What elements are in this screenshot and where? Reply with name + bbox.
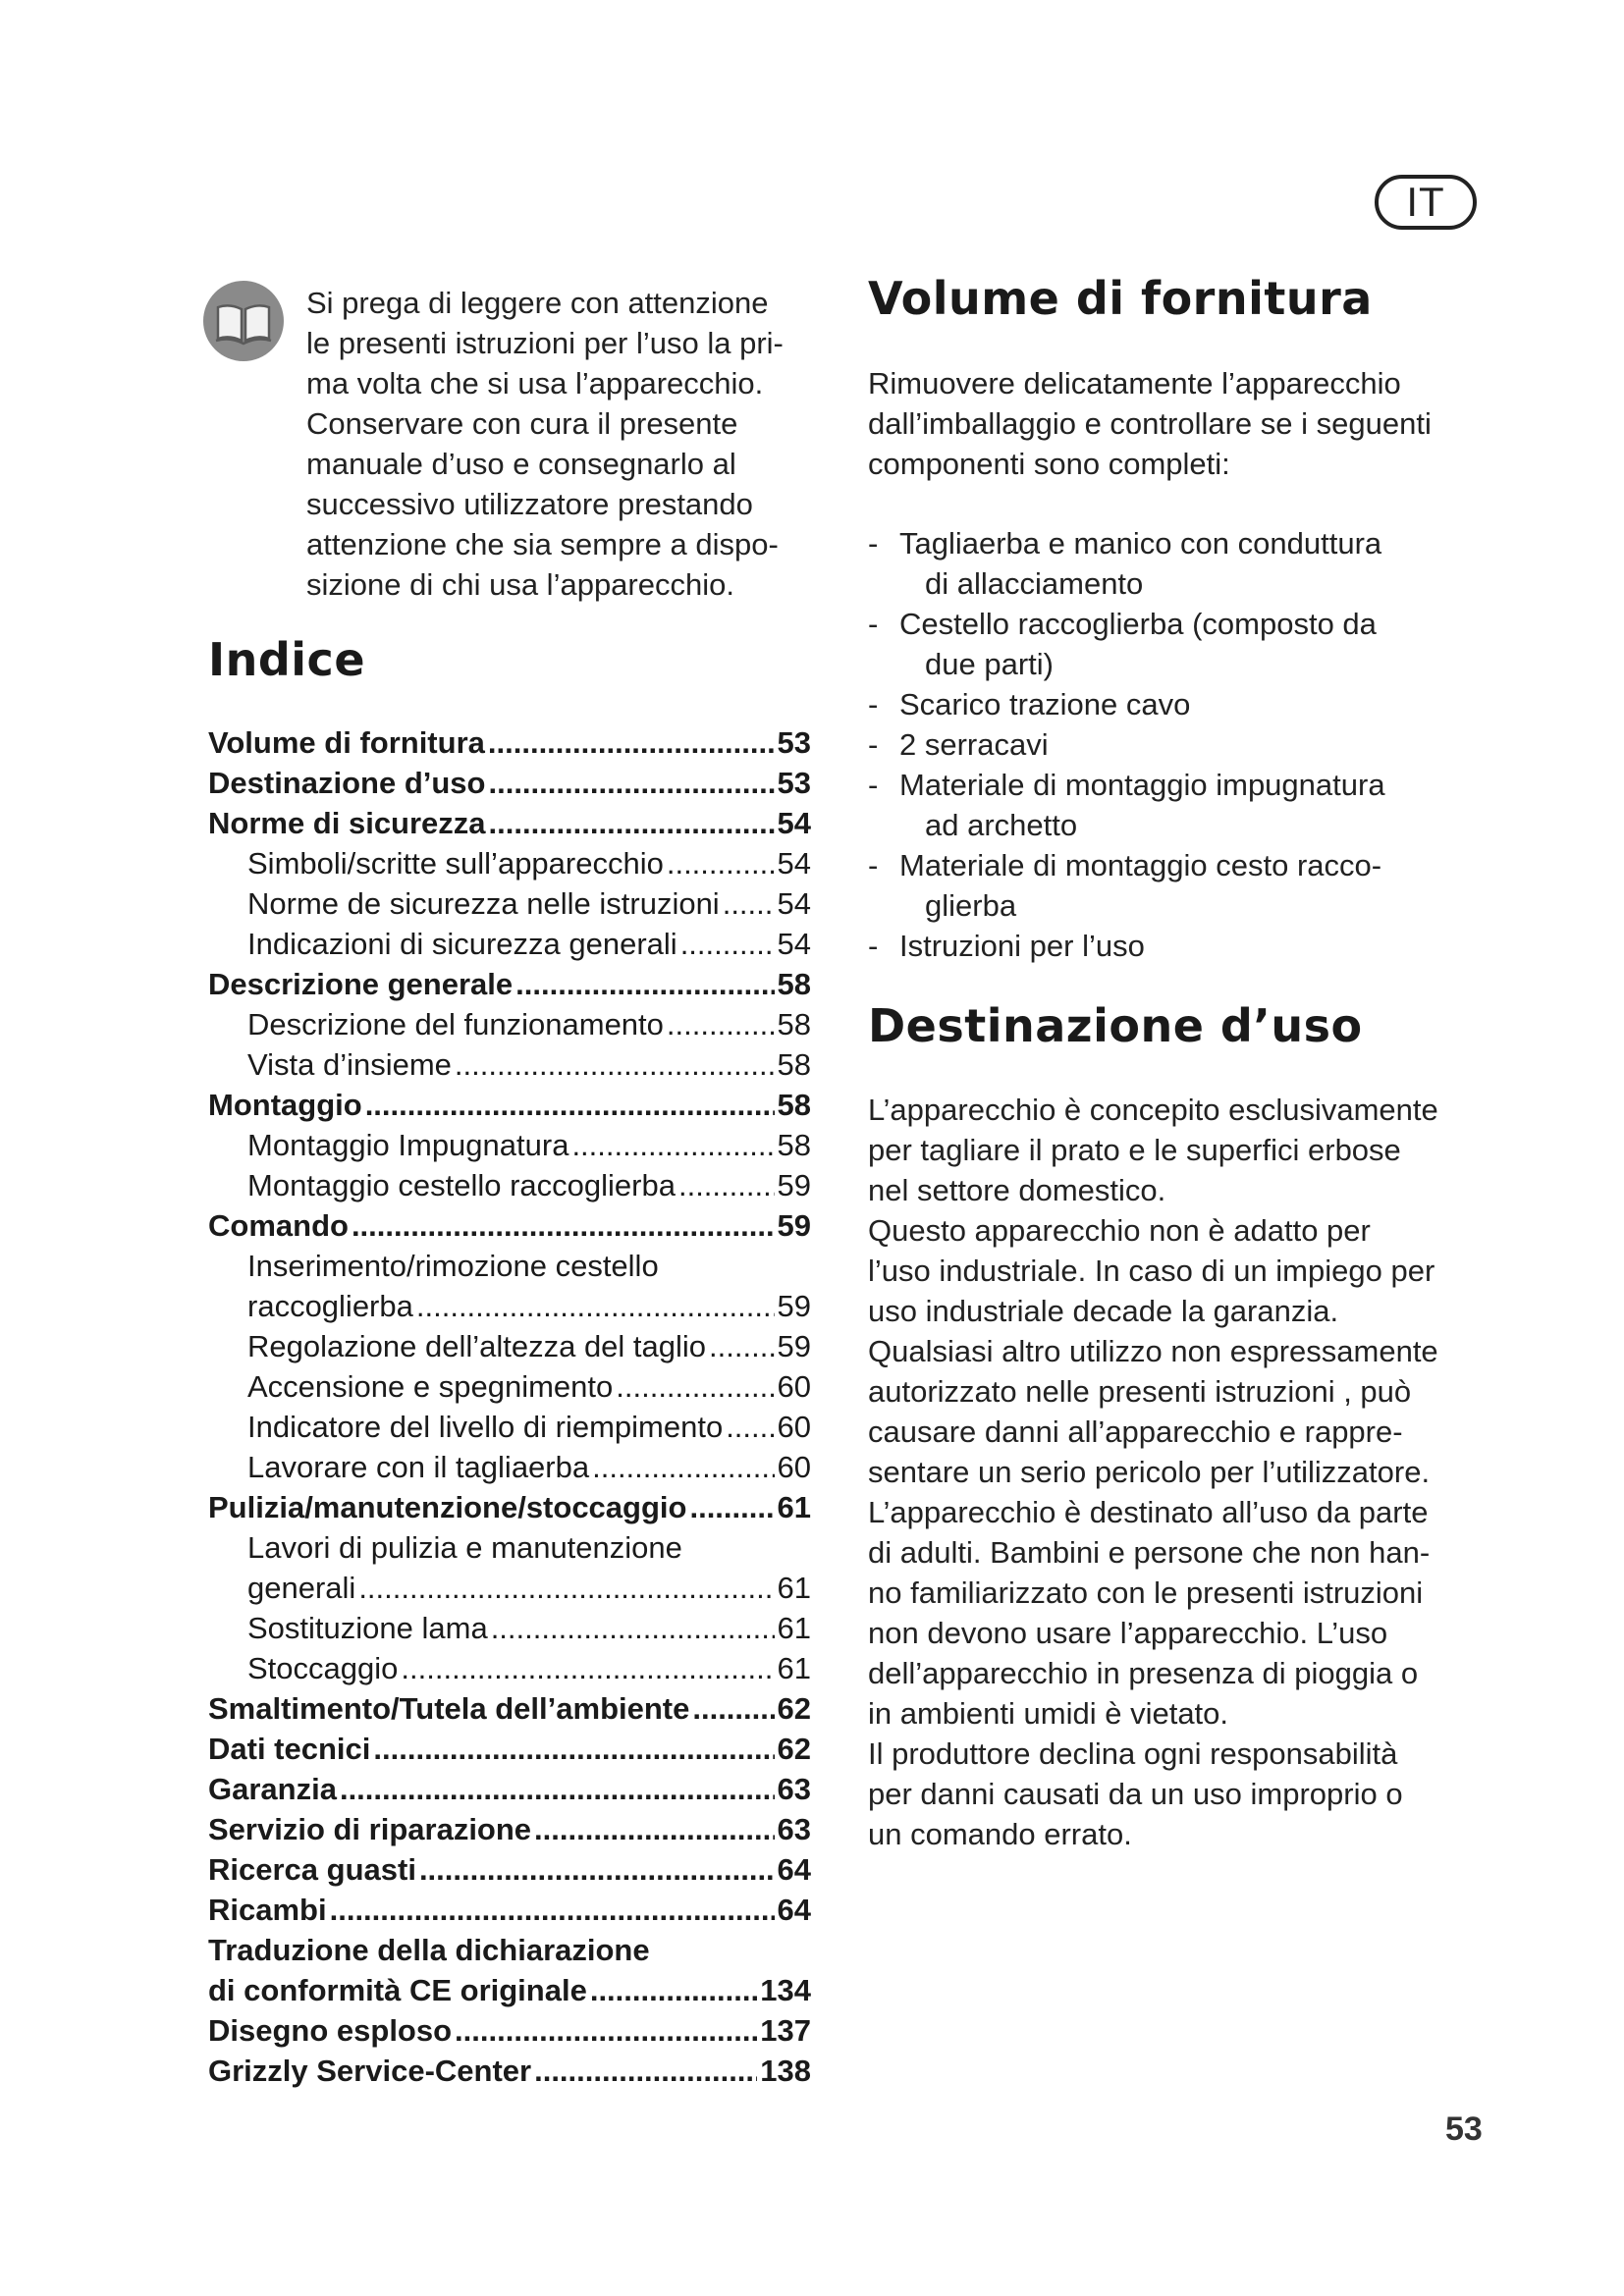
- toc-leader: [534, 2054, 757, 2089]
- toc-label: Garanzia: [208, 1772, 337, 1806]
- toc-page-number: 59: [777, 1168, 811, 1202]
- toc-label: Vista d’insieme: [247, 1047, 452, 1082]
- list-item: [868, 926, 1496, 966]
- toc-entry: [208, 927, 811, 967]
- toc-entry: [208, 1289, 811, 1329]
- intro-line: Si prega di leggere con attenzione: [306, 286, 769, 320]
- list-item: [868, 724, 1496, 765]
- toc-page-number: 61: [777, 1651, 811, 1685]
- toc-entry: [208, 846, 811, 886]
- toc-label: Grizzly Service-Center: [208, 2054, 532, 2088]
- toc-label: Smaltimento/Tutela dell’ambiente: [208, 1691, 690, 1726]
- toc-leader: [489, 806, 775, 841]
- destinazione-line: sentare un serio pericolo per l’utilizzatore.: [868, 1455, 1431, 1489]
- list-item: [868, 684, 1496, 724]
- toc-label: Volume di fornitura: [208, 725, 485, 760]
- toc-page-number: 60: [777, 1450, 811, 1484]
- toc-leader: [373, 1732, 774, 1767]
- list-item-text: [899, 845, 1381, 926]
- toc-page-number: 64: [777, 1893, 811, 1927]
- toc-page-number: 58: [777, 1007, 811, 1041]
- toc-label: Indicatore del livello di riempimento: [247, 1410, 724, 1444]
- toc-page-number: 54: [777, 846, 811, 881]
- toc-entry: [208, 1047, 811, 1088]
- destinazione-line: causare danni all’apparecchio e rappre-: [868, 1415, 1403, 1449]
- toc-leader: [401, 1651, 774, 1686]
- toc-page-number: 58: [777, 1128, 811, 1162]
- toc-entry: [208, 1450, 811, 1490]
- toc-entry: [208, 1128, 811, 1168]
- toc-entry: [208, 1812, 811, 1852]
- list-bullet: -: [868, 929, 879, 963]
- toc-label: Comando: [208, 1208, 349, 1243]
- toc-entry: [208, 1893, 811, 1933]
- toc-label: raccoglierba: [247, 1289, 413, 1323]
- reading-advice: [306, 283, 837, 605]
- toc-label: di conformità CE originale: [208, 1973, 587, 2007]
- destinazione-line: di adulti. Bambini e persone che non han-: [868, 1535, 1431, 1570]
- toc-leader: [534, 1812, 774, 1847]
- toc-entry: [208, 806, 811, 846]
- toc-label: Dati tecnici: [208, 1732, 371, 1766]
- toc-leader: [667, 1007, 775, 1042]
- list-item: [868, 523, 1496, 604]
- toc-entry: [208, 1168, 811, 1208]
- list-item-line: Cestello raccoglierba (composto da: [899, 607, 1377, 641]
- toc-entry: [208, 1651, 811, 1691]
- destinazione-duso-title: Destinazione d’uso: [868, 999, 1363, 1052]
- destinazione-line: autorizzato nelle presenti istruzioni , può: [868, 1374, 1412, 1409]
- toc-page-number: 54: [777, 886, 811, 921]
- list-item-line: Materiale di montaggio impugnatura: [899, 768, 1385, 802]
- intro-line: le presenti istruzioni per l’uso la pri-: [306, 326, 784, 360]
- list-item-line: Materiale di montaggio cesto racco-: [899, 848, 1382, 882]
- toc-label: Pulizia/manutenzione/stoccaggio: [208, 1490, 687, 1524]
- toc-page-number: 53: [777, 725, 811, 760]
- toc-entry: [208, 1208, 811, 1249]
- volume-intro: [868, 363, 1432, 484]
- destinazione-line: per tagliare il prato e le superfici erbose: [868, 1133, 1401, 1167]
- toc-page-number: 134: [760, 1973, 811, 2007]
- toc-page-number: 53: [777, 766, 811, 800]
- toc-label: Ricerca guasti: [208, 1852, 416, 1887]
- toc-label: Montaggio Impugnatura: [247, 1128, 569, 1162]
- toc-label: Sostituzione lama: [247, 1611, 488, 1645]
- destinazione-line: uso industriale decade la garanzia.: [868, 1294, 1339, 1328]
- toc-entry: [208, 2013, 811, 2054]
- toc-leader: [667, 846, 775, 881]
- list-bullet: -: [868, 848, 879, 882]
- list-item-line: ad archetto: [925, 808, 1078, 842]
- list-bullet: -: [868, 526, 879, 561]
- list-item-text: [899, 724, 1049, 765]
- list-bullet: -: [868, 607, 879, 641]
- toc-leader: [416, 1289, 775, 1324]
- destinazione-line: un comando errato.: [868, 1817, 1132, 1851]
- toc-entry: [208, 1369, 811, 1410]
- toc-leader: [616, 1369, 774, 1405]
- toc-label: Lavori di pulizia e manutenzione: [247, 1530, 682, 1565]
- toc-entry: [208, 1732, 811, 1772]
- destinazione-text: [868, 1090, 1438, 1854]
- list-item-text: [899, 926, 1145, 966]
- list-item: [868, 604, 1496, 684]
- toc-label: Traduzione della dichiarazione: [208, 1933, 650, 1967]
- toc-entry: [208, 967, 811, 1007]
- toc-page-number: 61: [777, 1611, 811, 1645]
- intro-line: Conservare con cura il presente: [306, 406, 738, 441]
- list-bullet: -: [868, 687, 879, 721]
- list-bullet: -: [868, 727, 879, 762]
- toc-leader: [709, 1329, 774, 1364]
- toc-entry: [208, 1973, 811, 2013]
- toc-leader: [689, 1490, 774, 1525]
- list-item-line: di allacciamento: [925, 566, 1144, 601]
- toc-leader: [352, 1208, 775, 1244]
- toc-leader: [680, 927, 775, 962]
- toc-entry: [208, 1329, 811, 1369]
- toc-leader: [419, 1852, 775, 1888]
- toc-leader: [455, 1047, 775, 1083]
- toc-leader: [571, 1128, 774, 1163]
- volume-di-fornitura-title: Volume di fornitura: [868, 272, 1373, 325]
- list-item-line: due parti): [925, 647, 1054, 681]
- book-icon: [202, 280, 285, 362]
- toc-page-number: 59: [777, 1329, 811, 1363]
- toc-page-number: 61: [777, 1490, 811, 1524]
- toc-entry: [208, 1249, 811, 1289]
- toc-entry: [208, 2054, 811, 2094]
- toc-label: Simboli/scritte sull’apparecchio: [247, 846, 664, 881]
- toc-page-number: 138: [760, 2054, 811, 2088]
- toc-page-number: 54: [777, 927, 811, 961]
- toc-page-number: 58: [777, 1088, 811, 1122]
- toc-page-number: 137: [760, 2013, 811, 2048]
- list-item: [868, 845, 1496, 926]
- toc-entry: [208, 766, 811, 806]
- destinazione-line: nel settore domestico.: [868, 1173, 1166, 1207]
- table-of-contents: [208, 725, 811, 2094]
- toc-leader: [455, 2013, 757, 2049]
- volume-intro-line: componenti sono completi:: [868, 447, 1230, 481]
- list-item-line: Scarico trazione cavo: [899, 687, 1191, 721]
- intro-line: successivo utilizzatore prestando: [306, 487, 753, 521]
- toc-leader: [358, 1571, 774, 1606]
- destinazione-line: l’uso industriale. In caso di un impiego per: [868, 1254, 1435, 1288]
- toc-label: Descrizione del funzionamento: [247, 1007, 664, 1041]
- toc-label: Norme de sicurezza nelle istruzioni: [247, 886, 720, 921]
- list-item-line: glierba: [925, 888, 1017, 923]
- toc-label: Inserimento/rimozione cestello: [247, 1249, 659, 1283]
- destinazione-line: in ambienti umidi è vietato.: [868, 1696, 1229, 1731]
- toc-label: Ricambi: [208, 1893, 327, 1927]
- toc-entry: [208, 1571, 811, 1611]
- toc-page-number: 59: [777, 1289, 811, 1323]
- toc-leader: [488, 725, 775, 761]
- intro-line: sizione di chi usa l’apparecchio.: [306, 567, 734, 602]
- toc-entry: [208, 1691, 811, 1732]
- toc-entry: [208, 886, 811, 927]
- destinazione-line: dell’apparecchio in presenza di pioggia o: [868, 1656, 1419, 1690]
- list-item-line: Istruzioni per l’uso: [899, 929, 1145, 963]
- toc-page-number: 63: [777, 1812, 811, 1846]
- destinazione-line: L’apparecchio è destinato all’uso da parte: [868, 1495, 1429, 1529]
- toc-entry: [208, 1933, 811, 1973]
- toc-leader: [515, 967, 774, 1002]
- list-item-text: [899, 604, 1377, 684]
- toc-label: Descrizione generale: [208, 967, 514, 1001]
- destinazione-line: no familiarizzato con le presenti istruzioni: [868, 1575, 1424, 1610]
- list-bullet: -: [868, 768, 879, 802]
- toc-page-number: 60: [777, 1410, 811, 1444]
- toc-page-number: 58: [777, 967, 811, 1001]
- toc-entry: [208, 1088, 811, 1128]
- toc-leader: [726, 1410, 774, 1445]
- toc-leader: [723, 886, 775, 922]
- toc-page-number: 54: [777, 806, 811, 840]
- toc-label: Montaggio: [208, 1088, 362, 1122]
- toc-label: Norme di sicurezza: [208, 806, 486, 840]
- toc-label: Regolazione dell’altezza del taglio: [247, 1329, 707, 1363]
- toc-page-number: 58: [777, 1047, 811, 1082]
- list-item-line: Tagliaerba e manico con conduttura: [899, 526, 1382, 561]
- list-item-text: [899, 684, 1190, 724]
- list-item-line: 2 serracavi: [899, 727, 1049, 762]
- toc-entry: [208, 1772, 811, 1812]
- destinazione-line: Il produttore declina ogni responsabilità: [868, 1736, 1398, 1771]
- toc-entry: [208, 1490, 811, 1530]
- destinazione-line: Questo apparecchio non è adatto per: [868, 1213, 1371, 1248]
- intro-line: ma volta che si usa l’apparecchio.: [306, 366, 764, 400]
- toc-label: Montaggio cestello raccoglierba: [247, 1168, 676, 1202]
- toc-leader: [592, 1450, 774, 1485]
- toc-entry: [208, 1530, 811, 1571]
- toc-page-number: 62: [777, 1691, 811, 1726]
- toc-page-number: 61: [777, 1571, 811, 1605]
- toc-label: Indicazioni di sicurezza generali: [247, 927, 677, 961]
- toc-page-number: 64: [777, 1852, 811, 1887]
- toc-leader: [590, 1973, 757, 2008]
- page-number: 53: [1445, 2110, 1483, 2148]
- list-item-text: [899, 765, 1385, 845]
- delivery-items-list: [868, 523, 1496, 966]
- volume-intro-line: Rimuovere delicatamente l’apparecchio: [868, 366, 1401, 400]
- index-title: Indice: [208, 633, 366, 686]
- list-item-text: [899, 523, 1381, 604]
- toc-label: Accensione e spegnimento: [247, 1369, 614, 1404]
- toc-entry: [208, 1852, 811, 1893]
- intro-line: manuale d’uso e consegnarlo al: [306, 447, 736, 481]
- toc-page-number: 62: [777, 1732, 811, 1766]
- intro-line: attenzione che sia sempre a dispo-: [306, 527, 779, 561]
- toc-label: Stoccaggio: [247, 1651, 399, 1685]
- toc-label: Servizio di riparazione: [208, 1812, 532, 1846]
- list-item: [868, 765, 1496, 845]
- toc-page-number: 59: [777, 1208, 811, 1243]
- toc-label: generali: [247, 1571, 356, 1605]
- toc-leader: [692, 1691, 774, 1727]
- toc-page-number: 63: [777, 1772, 811, 1806]
- destinazione-line: per danni causati da un uso improprio o: [868, 1777, 1403, 1811]
- toc-leader: [330, 1893, 775, 1928]
- destinazione-line: non devono usare l’apparecchio. L’uso: [868, 1616, 1388, 1650]
- toc-page-number: 60: [777, 1369, 811, 1404]
- toc-entry: [208, 1611, 811, 1651]
- toc-leader: [491, 1611, 775, 1646]
- destinazione-line: Qualsiasi altro utilizzo non espressamente: [868, 1334, 1438, 1368]
- volume-intro-line: dall’imballaggio e controllare se i seguenti: [868, 406, 1432, 441]
- toc-leader: [340, 1772, 775, 1807]
- language-badge: IT: [1375, 175, 1477, 230]
- toc-label: Disegno esploso: [208, 2013, 453, 2048]
- destinazione-line: L’apparecchio è concepito esclusivamente: [868, 1093, 1438, 1127]
- toc-entry: [208, 1007, 811, 1047]
- toc-leader: [365, 1088, 775, 1123]
- toc-leader: [488, 766, 774, 801]
- toc-leader: [678, 1168, 775, 1203]
- toc-label: Lavorare con il tagliaerba: [247, 1450, 590, 1484]
- toc-entry: [208, 725, 811, 766]
- toc-label: Destinazione d’uso: [208, 766, 486, 800]
- toc-entry: [208, 1410, 811, 1450]
